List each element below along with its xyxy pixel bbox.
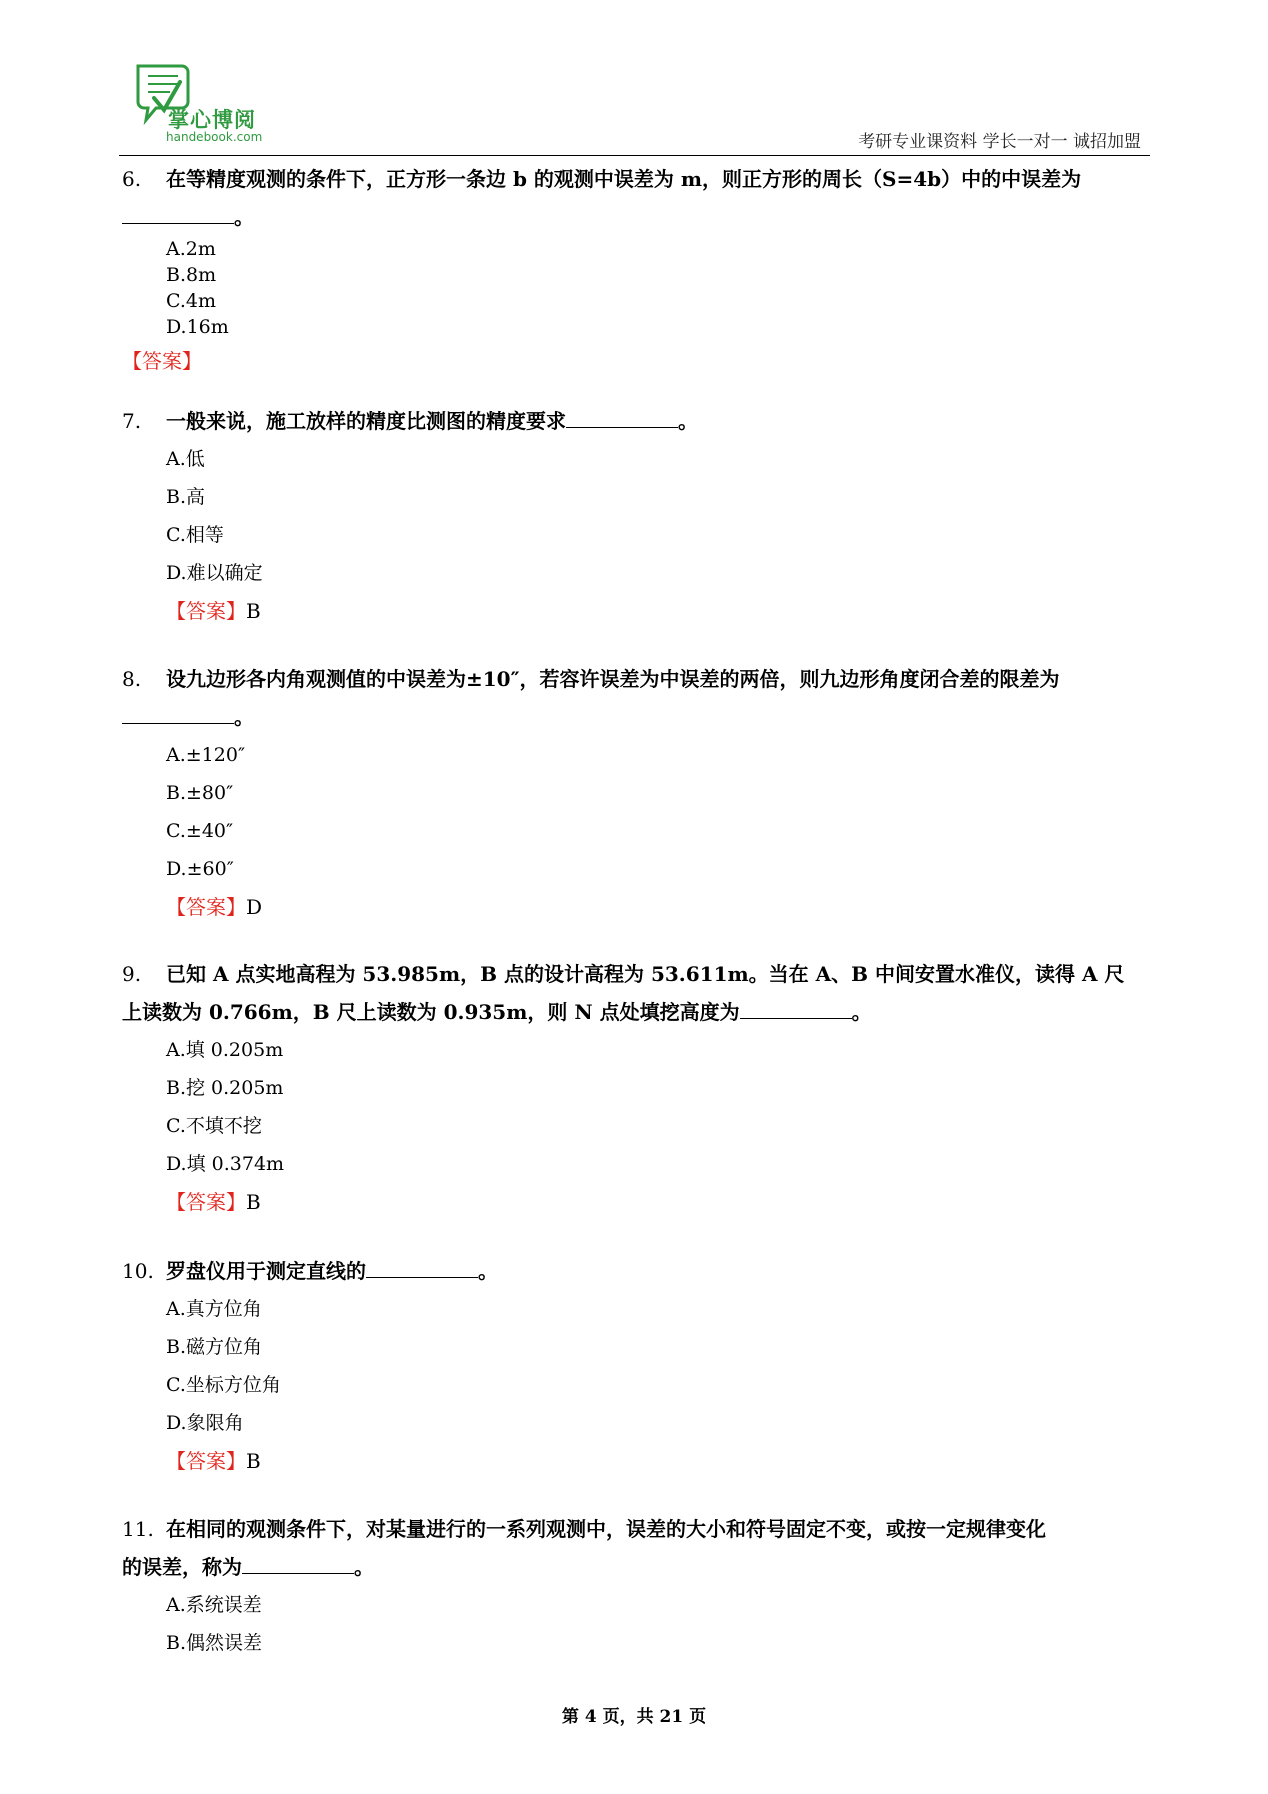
option-c: C.±40″: [166, 820, 234, 842]
option-a: A.±120″: [166, 744, 246, 766]
question-number: 6.: [122, 167, 142, 191]
header-divider: [119, 155, 1150, 156]
header-tagline: 考研专业课资料 学长一对一 诚招加盟: [858, 132, 1141, 152]
logo-wordmark: 掌心博阅: [168, 108, 256, 132]
option-b: B.高: [166, 486, 206, 508]
answer-blank: [122, 703, 234, 724]
answer-value: B: [246, 1449, 261, 1473]
option-d: D.难以确定: [166, 562, 263, 584]
question-7: [122, 402, 1152, 630]
answer-blank: [366, 1257, 478, 1278]
option-d: D.±60″: [166, 858, 234, 880]
question-number: 9.: [122, 962, 142, 986]
option-list: [166, 1031, 1152, 1221]
question-text: [122, 160, 1152, 198]
question-text-continued: 。: [122, 198, 1152, 236]
question-stem: 罗盘仪用于测定直线的: [166, 1259, 366, 1283]
question-text: [122, 955, 1152, 993]
option-c: C.坐标方位角: [166, 1374, 281, 1396]
option-c: C.4m: [166, 290, 217, 312]
question-text: [122, 1510, 1152, 1548]
option-list: [166, 1586, 1152, 1662]
option-d: D.16m: [166, 316, 229, 338]
answer-blank: [122, 203, 234, 224]
answer-line: [122, 342, 1152, 380]
answer-tag: 【答案】: [166, 1190, 246, 1214]
option-c: C.相等: [166, 524, 224, 546]
question-11: [122, 1510, 1152, 1662]
question-text: 10. 罗盘仪用于测定直线的 。: [122, 1252, 1152, 1290]
page-number: 第 4 页，共 21 页: [561, 1707, 707, 1727]
option-d: D.象限角: [166, 1412, 244, 1434]
question-number: 7.: [122, 409, 142, 433]
option-b: B.偶然误差: [166, 1632, 263, 1654]
question-8: [122, 660, 1152, 926]
answer-blank: [566, 407, 678, 428]
answer-tag: 【答案】: [166, 895, 246, 919]
question-text-continued: 。: [122, 698, 1152, 736]
option-list: [166, 236, 1152, 340]
question-stem: 已知 A 点实地高程为 53.985m，B 点的设计高程为 53.611m。当在 A、B 中间安置水准仪，读得 A 尺: [166, 962, 1125, 986]
answer-line: [166, 592, 1152, 630]
option-a: A.低: [166, 448, 205, 470]
question-number: 11.: [122, 1517, 154, 1541]
question-text: [122, 660, 1152, 698]
question-number: 8.: [122, 667, 142, 691]
answer-value: B: [246, 1190, 261, 1214]
option-d: D.填 0.374m: [166, 1153, 285, 1175]
option-list: [166, 440, 1152, 630]
option-a: A.填 0.205m: [166, 1039, 284, 1061]
option-list: [166, 1290, 1152, 1480]
question-text-continued: 上读数为 0.766m，B 尺上读数为 0.935m，则 N 点处填挖高度为 。: [122, 1000, 872, 1024]
option-b: B.8m: [166, 264, 217, 286]
question-6: [122, 160, 1152, 380]
answer-blank: [242, 1553, 354, 1574]
question-stem: 一般来说，施工放样的精度比测图的精度要求: [166, 409, 566, 433]
option-b: B.±80″: [166, 782, 234, 804]
answer-line: [166, 1442, 1152, 1480]
question-stem: 在等精度观测的条件下，正方形一条边 b 的观测中误差为 m，则正方形的周长（S=4b）中的中误差为: [166, 167, 1082, 191]
option-b: B.磁方位角: [166, 1336, 263, 1358]
answer-value: D: [246, 895, 263, 919]
answer-blank: [740, 998, 852, 1019]
logo-domain: handebook.com: [166, 130, 263, 144]
question-stem: 在相同的观测条件下，对某量进行的一系列观测中，误差的大小和符号固定不变，或按一定规律变化: [166, 1517, 1046, 1541]
answer-value: B: [246, 599, 261, 623]
question-text: 7. 一般来说，施工放样的精度比测图的精度要求 。: [122, 402, 1152, 440]
option-b: B.挖 0.205m: [166, 1077, 284, 1099]
answer-tag: 【答案】: [166, 1449, 246, 1473]
option-list: [166, 736, 1152, 926]
answer-tag: 【答案】: [166, 599, 246, 623]
option-a: A.2m: [166, 238, 216, 260]
question-stem: 设九边形各内角观测值的中误差为±10″，若容许误差为中误差的两倍，则九边形角度闭合差的限差为: [166, 667, 1060, 691]
answer-line: [166, 888, 1152, 926]
option-c: C.不填不挖: [166, 1115, 262, 1137]
question-text-continued: 的误差，称为 。: [122, 1555, 374, 1579]
option-a: A.系统误差: [166, 1594, 262, 1616]
question-10: [122, 1252, 1152, 1480]
question-9: [122, 955, 1152, 1221]
question-number: 10.: [122, 1259, 154, 1283]
answer-line: [166, 1183, 1152, 1221]
answer-tag: 【答案】: [122, 349, 202, 373]
option-a: A.真方位角: [166, 1298, 262, 1320]
